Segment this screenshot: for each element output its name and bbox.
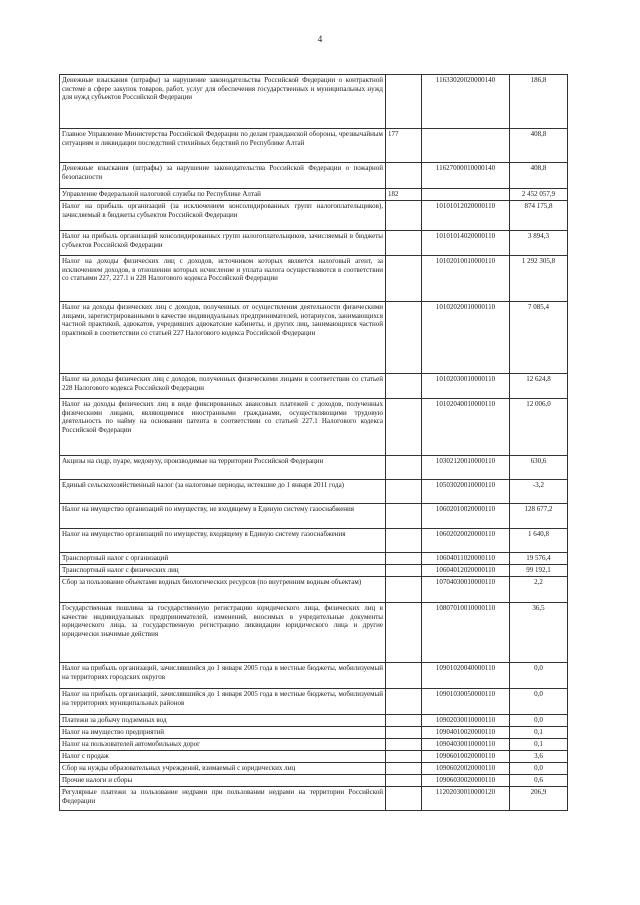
row-name: Государственная пошлина за государственную регистрацию юридического лица, физических лиц в качестве индивидуальных предпринимателей, изменений, вносимых в учредительные документы юридического лица, за государственную регистрацию ликвидации юридического лица и другие юридически значимые действия (60, 603, 386, 663)
table-row (60, 553, 568, 565)
row-budget-code: 10602020020000110 (422, 529, 510, 553)
table-row (60, 787, 568, 811)
row-name: Налог на прибыль организаций (за исключением консолидированных групп налогоплательщиков), зачисляемый в бюджеты субъектов Российской Федерации (60, 201, 386, 231)
row-amount: -3,2 (510, 480, 568, 504)
row-admin-code (386, 577, 422, 603)
row-admin-code (386, 739, 422, 751)
row-name: Главное Управление Министерства Российской Федерации по делам гражданской обороны, чрезвычайным ситуациям и ликвидации последствий стихийных бедствий по Республике Алтай (60, 129, 386, 163)
row-amount: 1 640,8 (510, 529, 568, 553)
row-budget-code: 10503020010000110 (422, 480, 510, 504)
row-name: Налог на имущество организаций по имуществу, не входящему в Единую систему газоснабжения (60, 504, 386, 529)
row-amount: 206,9 (510, 787, 568, 811)
row-budget-code: 10604011020000110 (422, 553, 510, 565)
row-admin-code (386, 727, 422, 739)
row-name: Налог на имущество предприятий (60, 727, 386, 739)
row-name: Транспортный налог с организаций (60, 553, 386, 565)
row-name: Регулярные платежи за пользование недрами при пользовании недрами на территории Российской Федерации (60, 787, 386, 811)
row-amount: 408,8 (510, 129, 568, 163)
row-amount: 1 292 305,8 (510, 256, 568, 302)
row-budget-code: 10102030010000110 (422, 374, 510, 399)
row-name: Управление Федеральной налоговой службы по Республике Алтай (60, 189, 386, 201)
row-amount: 12 006,0 (510, 399, 568, 456)
row-amount: 2 452 057,9 (510, 189, 568, 201)
table-row (60, 480, 568, 504)
row-name: Сбор на нужды образовательных учреждений, взимаемый с юридических лиц (60, 763, 386, 775)
row-budget-code: 10604012020000110 (422, 565, 510, 577)
table-row (60, 739, 568, 751)
row-budget-code (422, 189, 510, 201)
row-amount: 0,1 (510, 727, 568, 739)
row-admin-code (386, 163, 422, 189)
row-budget-code: 10901030050000110 (422, 689, 510, 715)
row-budget-code: 10904030010000110 (422, 739, 510, 751)
table-row (60, 399, 568, 456)
table-row (60, 504, 568, 529)
row-budget-code: 10807010010000110 (422, 603, 510, 663)
row-name: Налог на прибыль организаций, зачислявшийся до 1 января 2005 года в местные бюджеты, мобилизуемый на территориях городских округов (60, 663, 386, 689)
table-row (60, 577, 568, 603)
row-amount: 630,6 (510, 456, 568, 480)
row-budget-code: 10101014020000110 (422, 231, 510, 256)
row-admin-code (386, 663, 422, 689)
row-amount: 0,0 (510, 689, 568, 715)
row-name: Налог на имущество организаций по имуществу, входящему в Единую систему газоснабжения (60, 529, 386, 553)
row-amount: 408,8 (510, 163, 568, 189)
revenue-table (59, 74, 568, 811)
row-amount: 2,2 (510, 577, 568, 603)
table-row (60, 231, 568, 256)
row-amount: 0,0 (510, 715, 568, 727)
row-name: Прочие налоги и сборы (60, 775, 386, 787)
table-row (60, 129, 568, 163)
row-budget-code: 10102010010000110 (422, 256, 510, 302)
table-row (60, 189, 568, 201)
row-admin-code (386, 256, 422, 302)
row-admin-code (386, 231, 422, 256)
row-name: Сбор за пользование объектами водных биологических ресурсов (по внутренним водным объектам) (60, 577, 386, 603)
row-admin-code (386, 787, 422, 811)
revenue-table-body (60, 75, 568, 811)
row-budget-code: 11627000010000140 (422, 163, 510, 189)
row-admin-code (386, 715, 422, 727)
row-name: Денежные взыскания (штрафы) за нарушение законодательства Российской Федерации о пожарной безопасности (60, 163, 386, 189)
row-admin-code (386, 565, 422, 577)
row-name: Налог на доходы физических лиц с доходов, источником которых является налоговый агент, за исключением доходов, в отношении которых исчисление и уплата налога осуществляются в соответствии со статьями 227, 227.1 и 228 Налогового кодекса Российской Федерации (60, 256, 386, 302)
row-admin-code (386, 302, 422, 374)
row-amount: 36,5 (510, 603, 568, 663)
table-row (60, 689, 568, 715)
row-budget-code: 10906010020000110 (422, 751, 510, 763)
row-amount: 186,8 (510, 75, 568, 129)
table-row (60, 374, 568, 399)
table-row (60, 727, 568, 739)
table-row (60, 75, 568, 129)
row-budget-code: 10602010020000110 (422, 504, 510, 529)
row-admin-code: 182 (386, 189, 422, 201)
table-row (60, 663, 568, 689)
table-row (60, 763, 568, 775)
row-admin-code (386, 775, 422, 787)
row-name: Акцизы на сидр, пуаре, медовуху, производимые на территории Российской Федерации (60, 456, 386, 480)
table-row (60, 256, 568, 302)
row-admin-code (386, 201, 422, 231)
row-name: Единый сельскохозяйственный налог (за налоговые периоды, истекшие до 1 января 2011 года) (60, 480, 386, 504)
row-budget-code: 10902030010000110 (422, 715, 510, 727)
row-budget-code: 10901020040000110 (422, 663, 510, 689)
row-name: Налог на доходы физических лиц с доходов, полученных физическими лицами в соответствии со статьей 228 Налогового кодекса Российской Федерации (60, 374, 386, 399)
row-amount: 0,0 (510, 763, 568, 775)
row-name: Налог на доходы физических лиц с доходов, полученных от осуществления деятельности физическими лицами, зарегистрированными в качестве индивидуальных предпринимателей, нотариусов, занимающихся частной практикой, адвокатов, учредивших адвокатские кабинеты, и других лиц, занимающихся частной практикой в соответствии со статьей 227 Налогового кодекса Российской Федерации (60, 302, 386, 374)
row-amount: 3 894,3 (510, 231, 568, 256)
row-amount: 3,6 (510, 751, 568, 763)
row-amount: 99 192,1 (510, 565, 568, 577)
row-admin-code (386, 456, 422, 480)
row-name: Налог на прибыль организаций консолидированных групп налогоплательщиков, зачисляемый в бюджеты субъектов Российской Федерации (60, 231, 386, 256)
row-admin-code (386, 75, 422, 129)
row-budget-code: 10102020010000110 (422, 302, 510, 374)
row-budget-code: 10102040010000110 (422, 399, 510, 456)
page-number: 4 (317, 34, 323, 44)
table-row (60, 201, 568, 231)
row-budget-code: 10302120010000110 (422, 456, 510, 480)
table-row (60, 565, 568, 577)
row-budget-code: 10906030020000110 (422, 775, 510, 787)
table-row (60, 715, 568, 727)
row-amount: 0,6 (510, 775, 568, 787)
table-row (60, 751, 568, 763)
table-row (60, 456, 568, 480)
row-name: Налог с продаж (60, 751, 386, 763)
row-admin-code (386, 374, 422, 399)
row-budget-code: 10101012020000110 (422, 201, 510, 231)
row-amount: 19 576,4 (510, 553, 568, 565)
row-name: Налог на доходы физических лиц в виде фиксированных авансовых платежей с доходов, полученных физическими лицами, являющимися иностранными гражданами, осуществляющими трудовую деятельность по найму на основании патента в соответствии со статьей 227.1 Налогового кодекса Российской Федерации (60, 399, 386, 456)
row-admin-code (386, 399, 422, 456)
row-admin-code (386, 553, 422, 565)
row-admin-code (386, 529, 422, 553)
table-row (60, 603, 568, 663)
row-name: Транспортный налог с физических лиц (60, 565, 386, 577)
row-amount: 12 624,8 (510, 374, 568, 399)
row-admin-code (386, 504, 422, 529)
row-budget-code: 11633020020000140 (422, 75, 510, 129)
row-budget-code: 10904010020000110 (422, 727, 510, 739)
row-admin-code (386, 480, 422, 504)
row-amount: 7 085,4 (510, 302, 568, 374)
table-row (60, 775, 568, 787)
row-name: Платежи за добычу подземных вод (60, 715, 386, 727)
table-row (60, 163, 568, 189)
row-admin-code: 177 (386, 129, 422, 163)
row-amount: 0,0 (510, 663, 568, 689)
row-name: Налог на пользователей автомобильных дорог (60, 739, 386, 751)
row-admin-code (386, 603, 422, 663)
row-amount: 0,1 (510, 739, 568, 751)
row-admin-code (386, 689, 422, 715)
row-budget-code: 10704030010000110 (422, 577, 510, 603)
row-amount: 128 677,2 (510, 504, 568, 529)
row-admin-code (386, 763, 422, 775)
row-admin-code (386, 751, 422, 763)
row-name: Денежные взыскания (штрафы) за нарушение законодательства Российской Федерации о контрактной системе в сфере закупок товаров, работ, услуг для обеспечения государственных и муниципальных нужд для нужд субъектов Российской Федерации (60, 75, 386, 129)
row-amount: 874 175,8 (510, 201, 568, 231)
table-row (60, 529, 568, 553)
table-row (60, 302, 568, 374)
row-budget-code (422, 129, 510, 163)
row-budget-code: 10906020020000110 (422, 763, 510, 775)
row-budget-code: 11202030010000120 (422, 787, 510, 811)
row-name: Налог на прибыль организаций, зачислявшийся до 1 января 2005 года в местные бюджеты, мобилизуемый на территориях муниципальных районов (60, 689, 386, 715)
